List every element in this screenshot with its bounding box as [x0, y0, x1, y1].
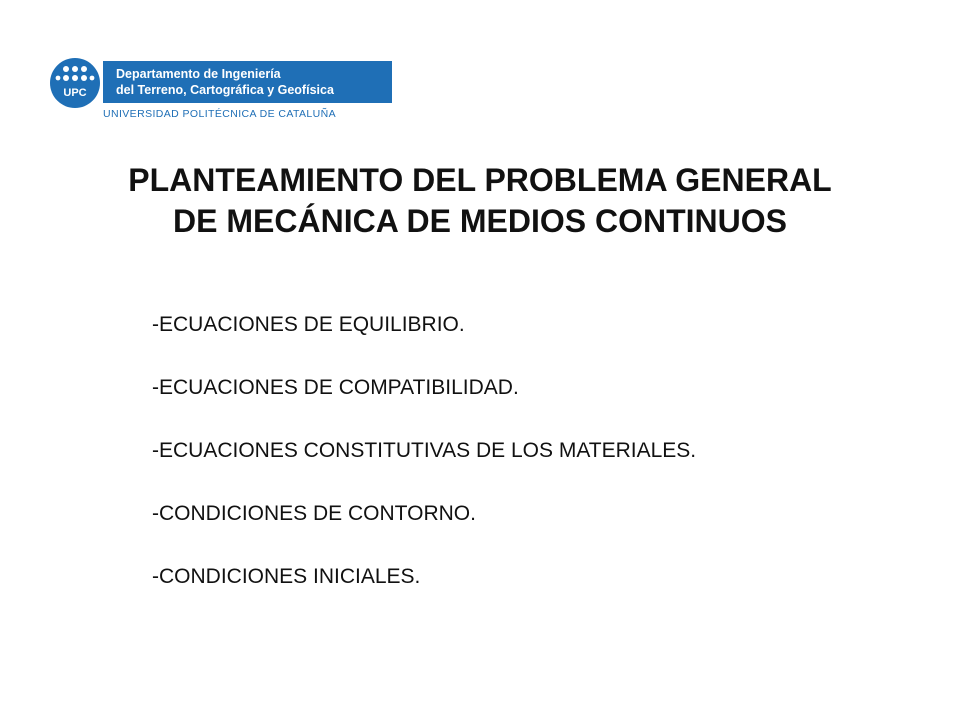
- slide-title-line1: PLANTEAMIENTO DEL PROBLEMA GENERAL: [128, 162, 832, 198]
- list-item: -CONDICIONES INICIALES.: [152, 565, 421, 588]
- list-item: -CONDICIONES DE CONTORNO.: [152, 502, 476, 525]
- equations-list: [152, 311, 696, 626]
- slide-title-line2: DE MECÁNICA DE MEDIOS CONTINUOS: [173, 203, 787, 239]
- upc-logo-text: UPC: [63, 87, 87, 99]
- department-name-line2: del Terreno, Cartográfica y Geofísica: [116, 83, 334, 97]
- university-name: UNIVERSIDAD POLITÉCNICA DE CATALUÑA: [103, 108, 336, 120]
- upc-logo-icon: [50, 58, 100, 108]
- slide-title: [40, 160, 920, 242]
- institution-header: [50, 58, 350, 120]
- department-name-line1: Departamento de Ingeniería: [116, 67, 281, 81]
- list-item: -ECUACIONES CONSTITUTIVAS DE LOS MATERIALES.: [152, 439, 697, 462]
- department-box: [103, 61, 392, 103]
- list-item: -ECUACIONES DE COMPATIBILIDAD.: [152, 376, 519, 399]
- list-item: -ECUACIONES DE EQUILIBRIO.: [152, 313, 465, 336]
